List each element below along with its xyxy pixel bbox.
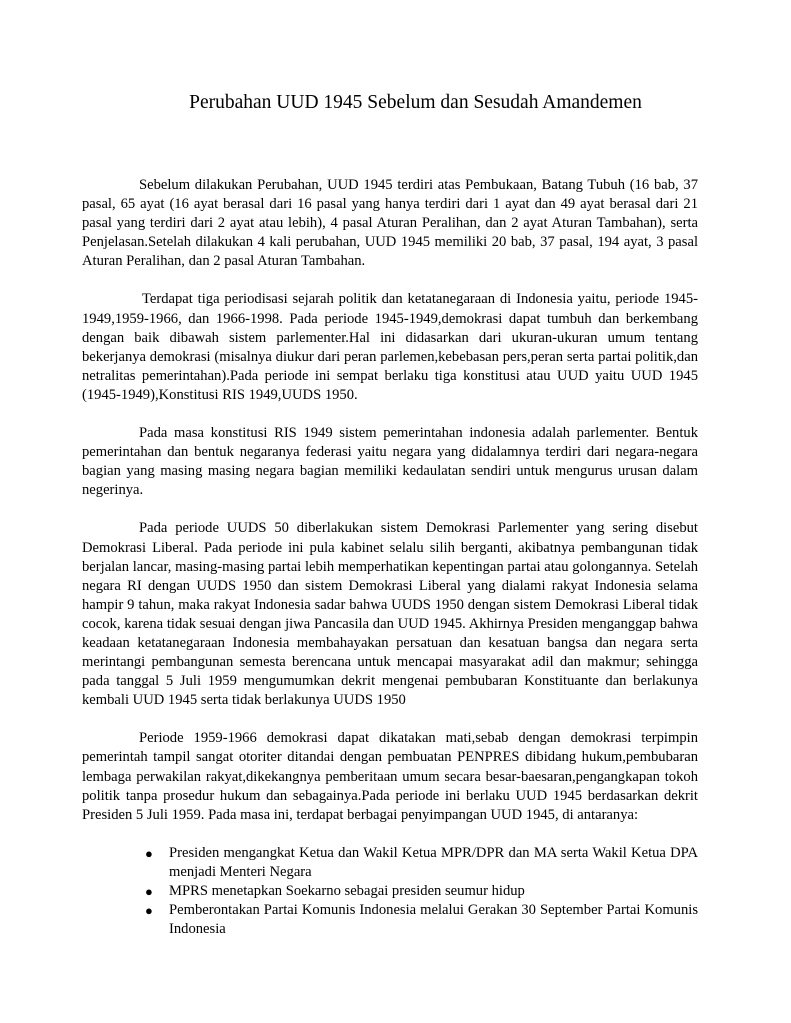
paragraph-1: Sebelum dilakukan Perubahan, UUD 1945 terdiri atas Pembukaan, Batang Tubuh (16 bab, 37 pasal, 65 ayat (16 ayat berasal dari 16 pasal yang hanya terdiri dari 1 ayat dan 49 ayat berasal dari 21 pasal yang terdiri dari 2 ayat atau lebih), 4 pasal Aturan Peralihan, dan 2 ayat Aturan Tambahan), serta Penjelasan.Setelah dilakukan 4 kali perubahan, UUD 1945 memiliki 20 bab, 37 pasal, 194 ayat, 3 pasal Aturan Peralihan, dan 2 pasal Aturan Tambahan. [82,177,698,270]
document-body [82,176,698,939]
bullet-icon: ● [145,903,153,919]
bullet-icon: ● [145,884,153,899]
list-item [82,901,698,939]
paragraph-4: Pada periode UUDS 50 diberlakukan sistem Demokrasi Parlementer yang sering disebut Demokrasi Liberal. Pada periode ini pula kabinet selalu silih berganti, akibatnya pembangunan tidak berjalan lancar, masing-masing partai lebih memperhatikan kepentingan partai atau golongannya. Setelah negara RI dengan UUDS 1950 dan sistem Demokrasi Liberal yang dialami rakyat Indonesia selama hampir 9 tahun, maka rakyat Indonesia sadar bahwa UUDS 1950 dengan sistem Demokrasi Liberal tidak cocok, karena tidak sesuai dengan jiwa Pancasila dan UUD 1945. Akhirnya Presiden menganggap bahwa keadaan ketatanegaraan Indonesia membahayakan persatuan dan kesatuan bangsa dan negara serta merintangi pembangunan semesta berencana untuk mencapai masyarakat adil dan makmur; sehingga pada tanggal 5 Juli 1959 mengumumkan dekrit mengenai pembubaran Konstituante dan berlakunya kembali UUD 1945 serta tidak berlakunya UUDS 1950 [82,520,698,709]
list-item [82,844,698,882]
paragraph-2: Terdapat tiga periodisasi sejarah politik dan ketatanegaraan di Indonesia yaitu, periode 1945-1949,1959-1966, dan 1966-1998. Pada periode 1945-1949,demokrasi dapat tumbuh dan berkembang dengan baik dibawah sistem parlementer.Hal ini didasarkan dari ukuran-ukuran umum tentang bekerjanya demokrasi (misalnya diukur dari peran parlemen,kebebasan pers,peran serta partai politik,dan netralitas pemerintahan).Pada periode ini sempat berlaku tiga konstitusi atau UUD yaitu UUD 1945 (1945-1949),Konstitusi RIS 1949,UUDS 1950. [82,291,698,403]
list-item-text: Presiden mengangkat Ketua dan Wakil Ketua MPR/DPR dan MA serta Wakil Ketua DPA menjadi Menteri Negara [169,844,698,880]
paragraph-3: Pada masa konstitusi RIS 1949 sistem pemerintahan indonesia adalah parlementer. Bentuk pemerintahan dan bentuk negaranya federasi yaitu negara yang didalamnya terdiri dari negara-negara bagian yang masing masing negara bagian memiliki kedaulatan sendiri untuk mengurus urusan dalam negerinya. [82,425,698,499]
paragraph-5: Periode 1959-1966 demokrasi dapat dikatakan mati,sebab dengan demokrasi terpimpin pemerintah tampil sangat otoriter ditandai dengan pembuatan PENPRES dibidang hukum,pembubaran lembaga perwakilan rakyat,dikekangnya pemberitaan umum secara besar-baesaran,pengangkapan tokoh politik tanpa prosedur hukum dan sebagainya.Pada periode ini berlaku UUD 1945 berdasarkan dekrit Presiden 5 Juli 1959. Pada masa ini, terdapat berbagai penyimpangan UUD 1945, di antaranya: [82,730,698,823]
list-item-text: MPRS menetapkan Soekarno sebagai presiden seumur hidup [169,883,525,899]
document-title: Perubahan UUD 1945 Sebelum dan Sesudah Amandemen [189,92,642,113]
bullet-icon: ● [145,845,153,861]
bullet-list [82,844,698,939]
list-item [82,882,698,901]
list-item-text: Pemberontakan Partai Komunis Indonesia melalui Gerakan 30 September Partai Komunis Indonesia [169,902,698,938]
